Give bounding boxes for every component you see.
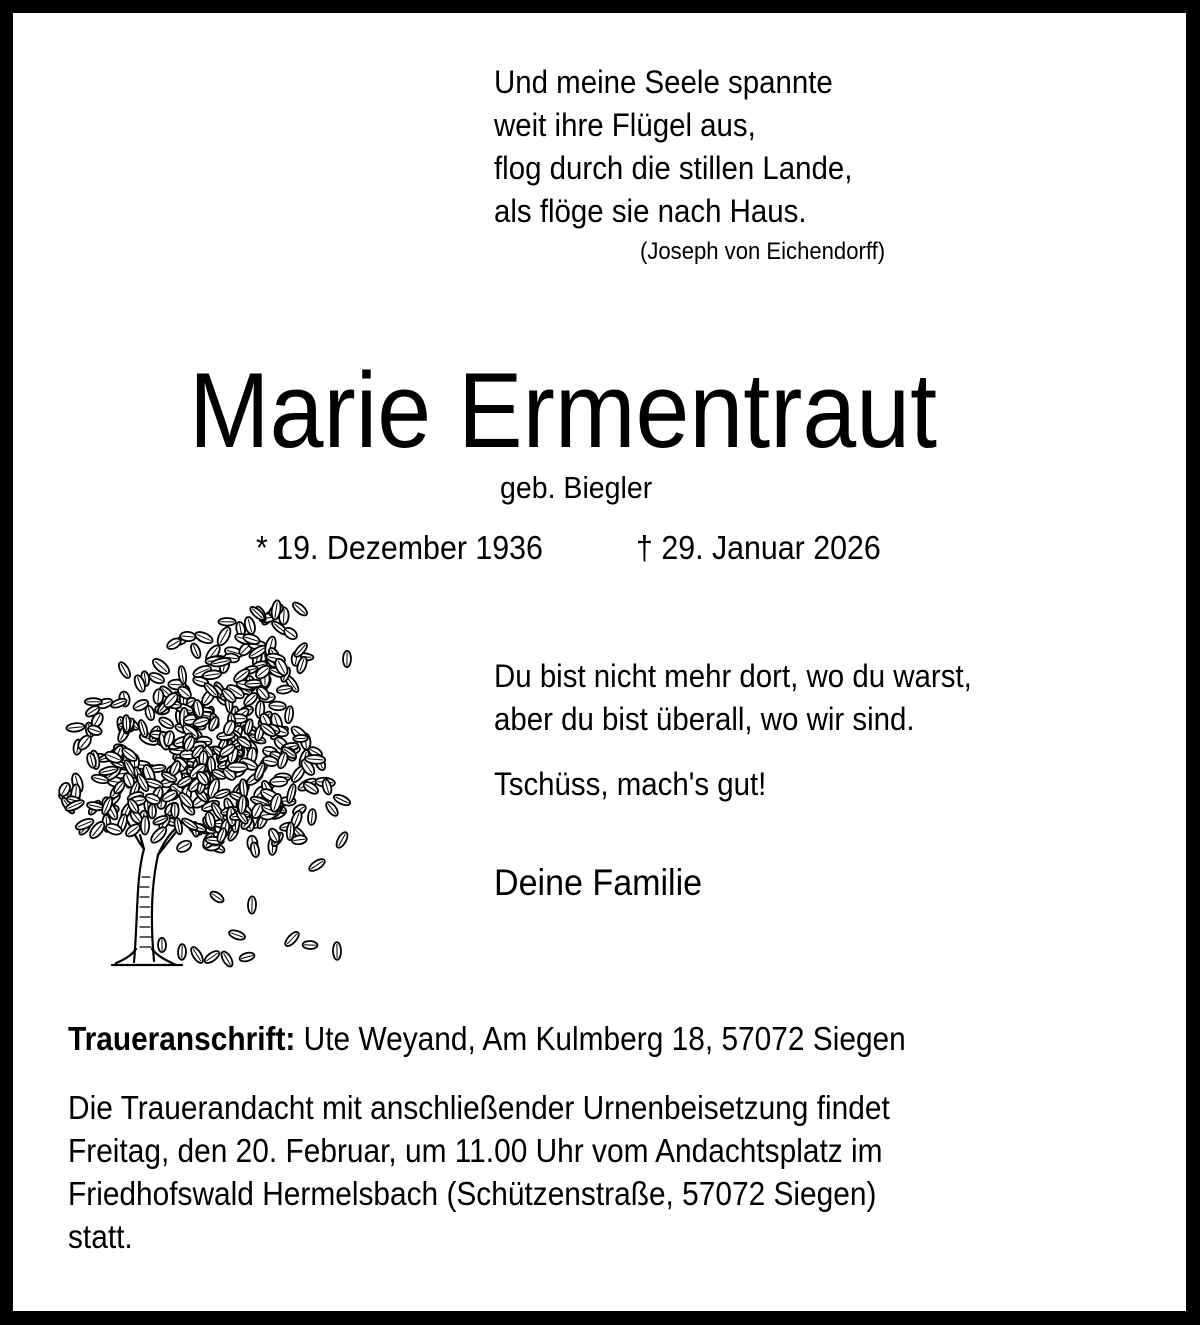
poem-line: als flöge sie nach Haus. <box>494 193 807 229</box>
farewell-line: Tschüss, mach's gut! <box>494 766 767 802</box>
death-date <box>636 531 881 564</box>
address-label: Traueranschrift: <box>68 1020 296 1057</box>
verse-line: aber du bist überall, wo wir sind. <box>494 701 915 737</box>
born-symbol: * <box>256 529 268 566</box>
deceased-name: Marie Ermentraut <box>189 350 938 470</box>
ceremony-line: Die Trauerandacht mit anschließender Urnenbeisetzung findet <box>68 1089 890 1126</box>
birth-name: geb. Biegler <box>500 470 653 505</box>
poem-attribution: (Joseph von Eichendorff) <box>640 238 886 265</box>
cross-icon: † <box>636 529 653 566</box>
poem-line: Und meine Seele spannte <box>494 64 833 100</box>
born-value: 19. Dezember 1936 <box>276 529 543 566</box>
ceremony-line: Friedhofswald Hermelsbach (Schützenstraße, 57072 Siegen) <box>68 1175 877 1212</box>
tree-with-falling-leaves-icon <box>52 587 372 977</box>
birth-date <box>256 531 543 564</box>
poem-line: flog durch die stillen Lande, <box>494 150 853 186</box>
signature: Deine Familie <box>494 862 703 903</box>
address-value: Ute Weyand, Am Kulmberg 18, 57072 Siegen <box>303 1020 906 1057</box>
mourning-address <box>68 1022 906 1055</box>
ceremony-line: Freitag, den 20. Februar, um 11.00 Uhr vom Andachtsplatz im <box>68 1132 883 1169</box>
verse-line: Du bist nicht mehr dort, wo du warst, <box>494 658 972 694</box>
ceremony-line: statt. <box>68 1218 133 1255</box>
poem-line: weit ihre Flügel aus, <box>494 107 756 143</box>
died-value: 29. Januar 2026 <box>661 529 881 566</box>
